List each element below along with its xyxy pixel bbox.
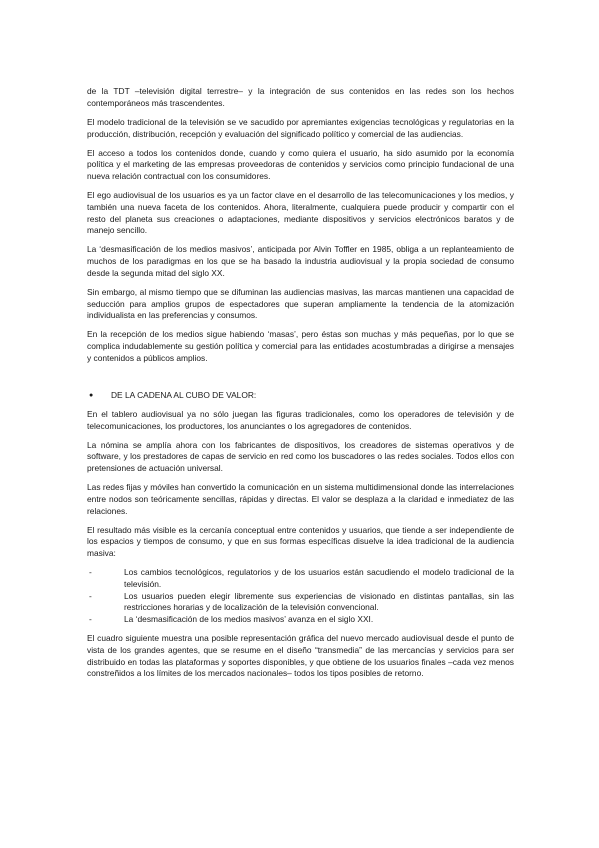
list-item-text: Los cambios tecnológicos, regulatorios y de los usuarios están sacudiendo el modelo tradicional de la televisión. bbox=[124, 567, 514, 589]
paragraph-ego-audiovisual: El ego audiovisual de los usuarios es ya un factor clave en el desarrollo de las telecomunicaciones y los medios, y también una nueva faceta de los contenidos. Ahora, literalmente, cualquiera puede producir y compartir con el resto del planeta sus creaciones o adaptaciones, mediante dispositivos y servicios electrónicos baratos y de manejo sencillo. bbox=[87, 190, 514, 236]
dash-list bbox=[87, 567, 514, 626]
list-item-text: La ‘desmasificación de los medios masivos’ avanza en el siglo XXI. bbox=[124, 614, 374, 624]
section-spacer bbox=[87, 372, 514, 390]
dash-marker: - bbox=[89, 614, 92, 624]
paragraph-desmasificacion: La ‘desmasificación de los medios masivos’, anticipada por Alvin Toffler en 1985, obliga a un replanteamiento de muchos de los paradigmas en los que se ha basado la industria audiovisual y la propia sociedad de consumo desde la segunda mitad del siglo XX. bbox=[87, 244, 514, 278]
list-item bbox=[87, 591, 514, 614]
paragraph-tdt: de la TDT –televisión digital terrestre– y la integración de sus contenidos en las redes son los hechos contemporáneos más trascendentes. bbox=[87, 86, 514, 108]
paragraph-recepcion-masas: En la recepción de los medios sigue habiendo ‘masas’, pero éstas son muchas y más pequeñas, por lo que se complica indudablemente su gestión política y comercial para las entidades acostumbradas a dirigirse a mensajes y contenidos a públicos amplios. bbox=[87, 329, 514, 363]
section-heading bbox=[87, 390, 514, 402]
paragraph-tablero: En el tablero audiovisual ya no sólo juegan las figuras tradicionales, como los operadores de televisión y de telecomunicaciones, los productores, los anunciantes o los agregadores de contenidos. bbox=[87, 408, 514, 431]
list-item bbox=[87, 567, 514, 590]
paragraph-redes: Las redes fijas y móviles han convertido la comunicación en un sistema multidimensional donde las interrelaciones entre nodos son teóricamente sencillas, rápidas y directas. El valor se desplaza a la claridad e inmediatez de las relaciones. bbox=[87, 482, 514, 516]
paragraph-acceso-contenidos: El acceso a todos los contenidos donde, cuando y como quiera el usuario, ha sido asumido por la economía política y el marketing de las empresas proveedoras de contenidos y servicios como principio fundacional de una nueva relación contractual con los consumidores. bbox=[87, 147, 514, 181]
paragraph-cuadro-siguiente: El cuadro siguiente muestra una posible representación gráfica del nuevo mercado audiovisual desde el punto de vista de los grandes agentes, que se resume en el diseño “transmedia” de las mercancías y servicios para ser distribuido en todas las plataformas y soportes disponibles, y que obtiene de los usuarios finales –cada vez menos constreñidos a los límites de los mercados nacionales– todos los tipos posibles de retorno. bbox=[87, 633, 514, 679]
paragraph-resultado: El resultado más visible es la cercanía conceptual entre contenidos y usuarios, que tiende a ser independiente de los espacios y tiempos de consumo, y que en sus formas específicas disuelve la idea tradicional de la audiencia masiva: bbox=[87, 524, 514, 559]
list-item bbox=[87, 614, 514, 626]
paragraph-nomina: La nómina se amplía ahora con los fabricantes de dispositivos, los creadores de sistemas operativos y de software, y los prestadores de capas de servicio en red como los buscadores o las redes sociales. Todos ellos con pretensiones de actuación universal. bbox=[87, 439, 514, 474]
paragraph-modelo-tradicional: El modelo tradicional de la televisión se ve sacudido por apremiantes exigencias tecnológicas y regulatorias en la producción, distribución, recepción y evaluación del significado político y comercial de las audiencias. bbox=[87, 116, 514, 139]
dash-marker: - bbox=[89, 590, 92, 601]
dash-marker: - bbox=[89, 567, 92, 578]
list-item-text: Los usuarios pueden elegir libremente sus experiencias de visionado en distintas pantallas, sin las restricciones horarias y de localización de la televisión convencional. bbox=[124, 590, 514, 613]
section-heading-text: DE LA CADENA AL CUBO DE VALOR: bbox=[111, 389, 257, 400]
document-page bbox=[87, 86, 514, 687]
paragraph-sin-embargo: Sin embargo, al mismo tiempo que se difuminan las audiencias masivas, las marcas mantienen una capacidad de seducción para amplios grupos de espectadores que superan ampliamente la tendencia de la atomización individualista en las preferencias y consumos. bbox=[87, 286, 514, 321]
bullet-icon: ● bbox=[89, 391, 94, 399]
